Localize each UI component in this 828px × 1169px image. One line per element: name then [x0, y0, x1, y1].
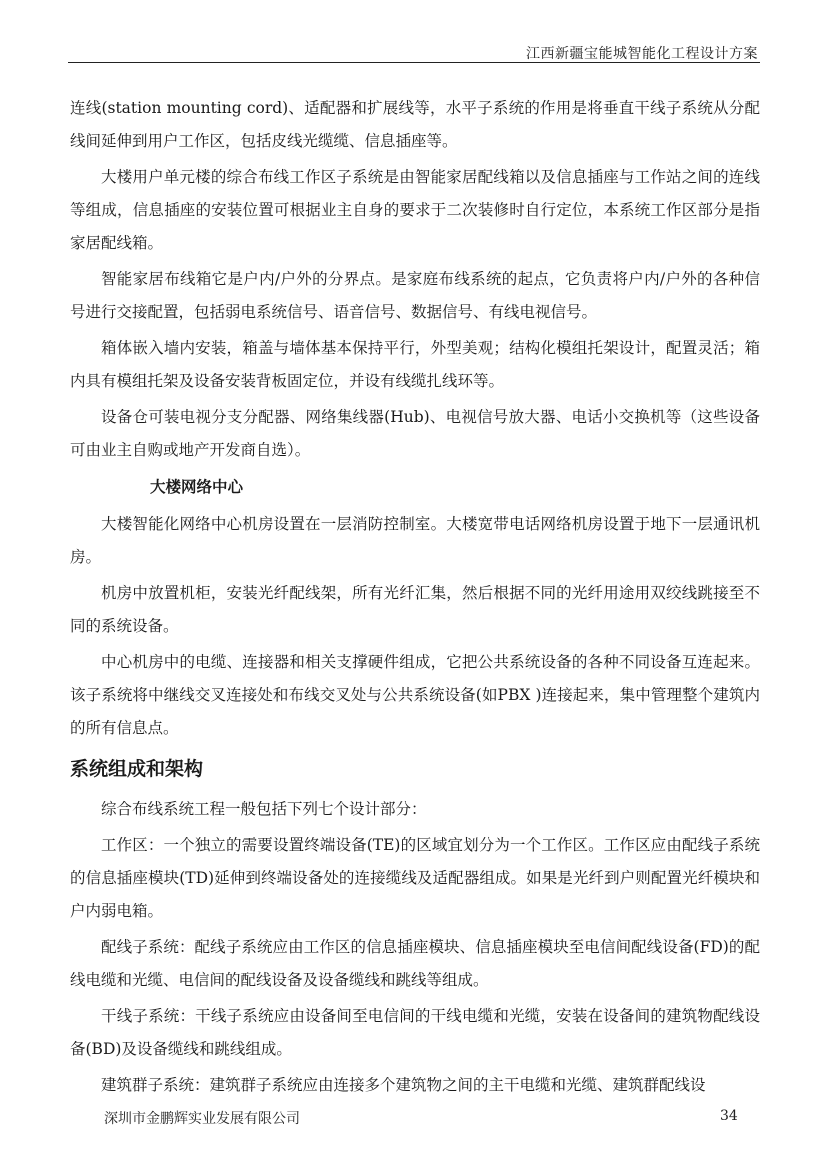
paragraph-seven-parts: 综合布线系统工程一般包括下列七个设计部分：	[101, 800, 427, 818]
header-title: 江西新疆宝能城智能化工程设计方案	[526, 46, 758, 62]
paragraph-central-room: 中心机房中的电缆、连接器和相关支撑硬件组成，它把公共系统设备的各种不同设备互连起来。该子系统将中继线交叉连接处和布线交叉处与公共系统设备(如PBX )连接起来，集中管理整个建筑内的所有信息点。	[70, 653, 760, 737]
paragraph-work-area-intro: 大楼用户单元楼的综合布线工作区子系统是由智能家居配线箱以及信息插座与工作站之间的连线等组成，信息插座的安装位置可根据业主自身的要求于二次装修时自行定位，本系统工作区部分是指家居配线箱。	[70, 168, 760, 252]
paragraph-home-wiring-box: 智能家居布线箱它是户内/户外的分界点。是家庭布线系统的起点，它负责将户内/户外的各种信号进行交接配置，包括弱电系统信号、语音信号、数据信号、有线电视信号。	[70, 270, 760, 321]
footer-company: 深圳市金鹏辉实业发展有限公司	[104, 1111, 300, 1127]
document-body	[70, 92, 760, 1105]
paragraph-equipment-bay: 设备仓可装电视分支分配器、网络集线器(Hub)、电视信号放大器、电话小交换机等（这些设备可由业主自购或地产开发商自选）。	[70, 408, 760, 459]
header-divider	[68, 62, 760, 63]
paragraph-network-room: 大楼智能化网络中心机房设置在一层消防控制室。大楼宽带电话网络机房设置于地下一层通讯机房。	[70, 515, 760, 566]
paragraph-cabinet: 机房中放置机柜，安装光纤配线架，所有光纤汇集，然后根据不同的光纤用途用双绞线跳接至不同的系统设备。	[70, 584, 760, 635]
paragraph-backbone-subsystem: 干线子系统：干线子系统应由设备间至电信间的干线电缆和光缆，安装在设备间的建筑物配线设备(BD)及设备缆线和跳线组成。	[70, 1007, 760, 1058]
paragraph-work-area: 工作区：一个独立的需要设置终端设备(TE)的区域宜划分为一个工作区。工作区应由配线子系统的信息插座模块(TD)延伸到终端设备处的连接缆线及适配器组成。如果是光纤到户则配置光纤模块和户内弱电箱。	[70, 836, 760, 920]
paragraph-horizontal-subsystem: 配线子系统：配线子系统应由工作区的信息插座模块、信息插座模块至电信间配线设备(FD)的配线电缆和光缆、电信间的配线设备及设备缆线和跳线等组成。	[70, 938, 760, 989]
section-heading-system-architecture: 系统组成和架构	[70, 758, 204, 780]
page-number: 34	[720, 1108, 738, 1124]
subheading-network-center: 大楼网络中心	[150, 478, 244, 496]
paragraph-campus-subsystem: 建筑群子系统：建筑群子系统应由连接多个建筑物之间的主干电缆和光缆、建筑群配线设	[101, 1076, 706, 1094]
paragraph-box-installation: 箱体嵌入墙内安装，箱盖与墙体基本保持平行，外型美观；结构化模组托架设计，配置灵活；箱内具有模组托架及设备安装背板固定位，并设有线缆扎线环等。	[70, 339, 760, 390]
paragraph-continuation: 连线(station mounting cord)、适配器和扩展线等，水平子系统的作用是将垂直干线子系统从分配线间延伸到用户工作区，包括皮线光缆缆、信息插座等。	[70, 99, 760, 150]
